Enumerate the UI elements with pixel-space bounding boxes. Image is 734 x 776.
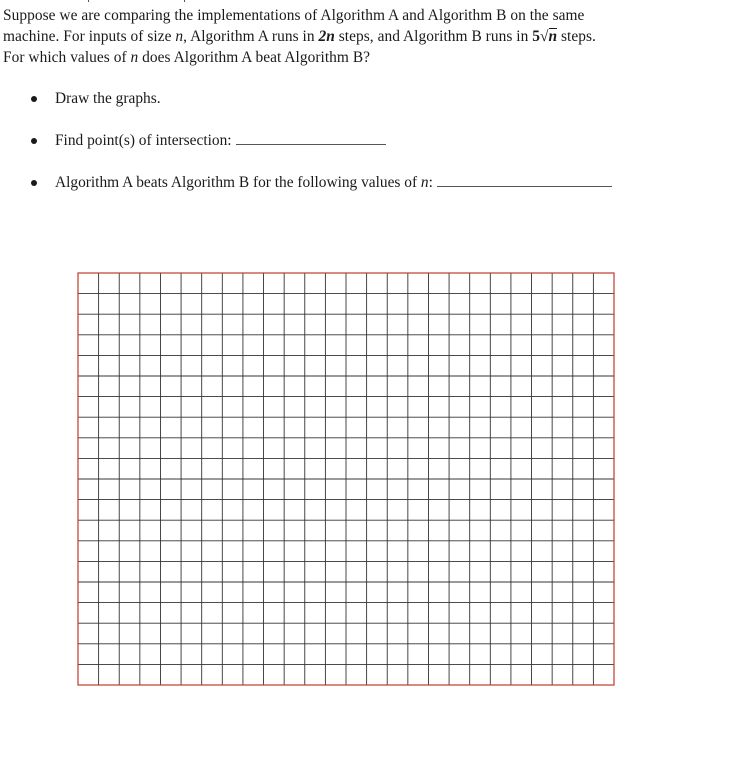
task-item: [0, 88, 734, 110]
problem-line-1: Suppose we are comparing the implementations of Algorithm A and Algorithm B on the same: [3, 7, 585, 24]
intersection-answer-blank[interactable]: [236, 132, 386, 145]
radicand: n: [548, 28, 558, 45]
task-label-post: :: [428, 174, 433, 191]
task-item: [0, 172, 734, 194]
graph-paper-grid[interactable]: [77, 272, 615, 686]
bullet-icon: [31, 180, 37, 186]
problem-line-2-pre: machine. For inputs of size: [3, 28, 176, 45]
coefficient-b: 5: [532, 28, 540, 45]
problem-line-3-pre: For which values of: [3, 49, 131, 66]
values-answer-blank[interactable]: [437, 174, 612, 187]
problem-line-2-post: steps.: [557, 28, 596, 45]
grid-svg[interactable]: [77, 272, 615, 686]
expression-a: 2n: [318, 28, 335, 45]
variable-n: n: [420, 174, 429, 191]
variable-n: n: [175, 28, 184, 45]
task-item: [0, 130, 734, 152]
radical-sign: √: [540, 28, 549, 45]
problem-line-2-mid2: steps, and Algorithm B runs in: [334, 28, 533, 45]
task-list: [0, 0, 734, 200]
problem-line-3-post: does Algorithm A beat Algorithm B?: [138, 49, 371, 66]
problem-line-2-mid: , Algorithm A runs in: [183, 28, 319, 45]
task-label: Find point(s) of intersection:: [55, 132, 232, 149]
task-label-pre: Algorithm A beats Algorithm B for the following values of: [55, 174, 421, 191]
variable-n: n: [130, 49, 139, 66]
bullet-icon: [31, 138, 37, 144]
task-label: Draw the graphs.: [55, 90, 161, 107]
bullet-icon: [31, 96, 37, 102]
